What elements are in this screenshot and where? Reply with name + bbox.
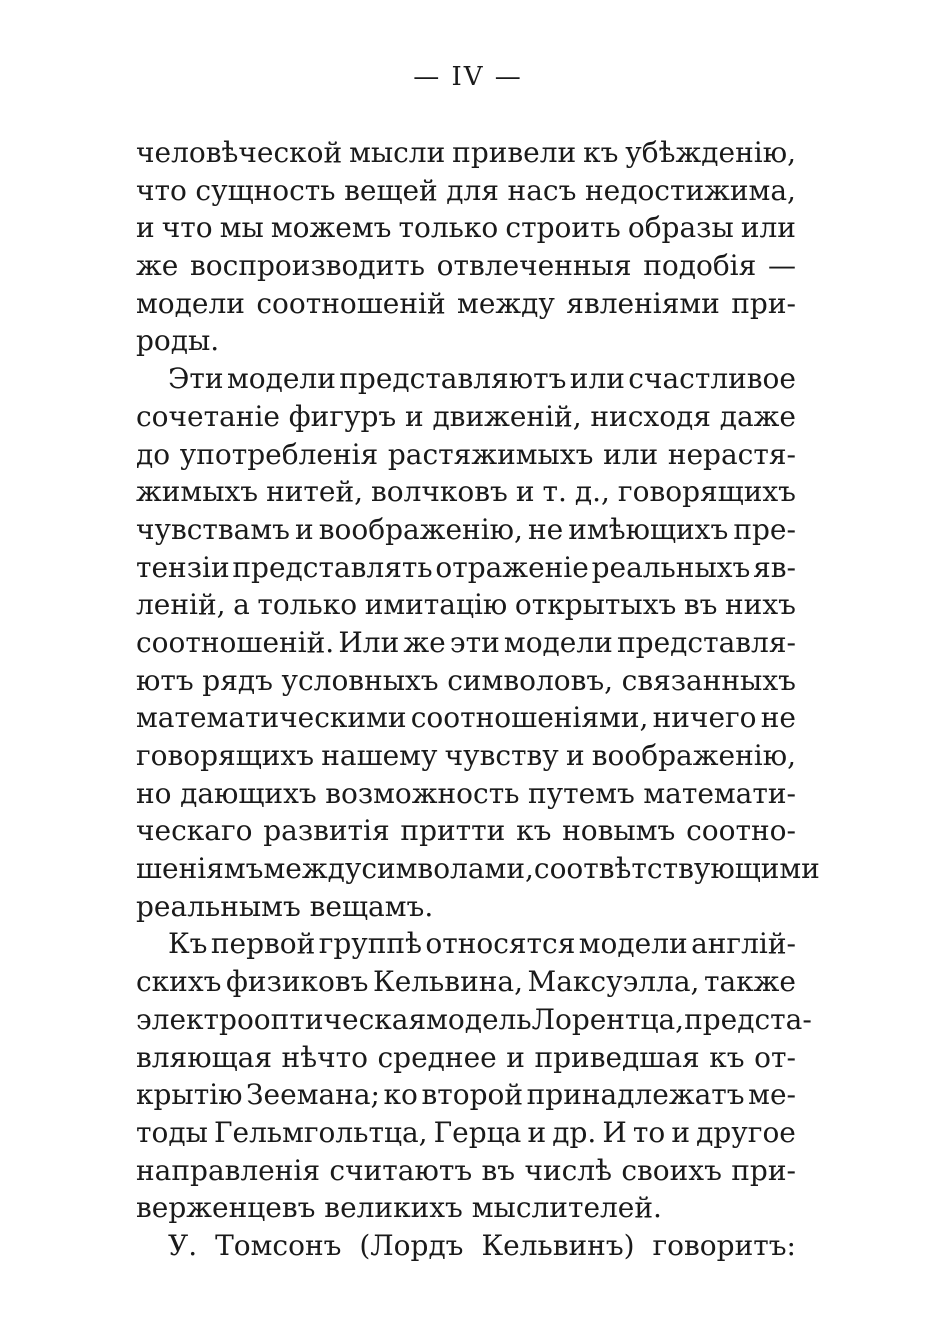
word: Герца [433,1115,522,1149]
word: счастливое [628,362,796,396]
word: связанныхъ [621,663,796,697]
word: нихъ [725,588,796,622]
word: Эти [168,362,224,396]
word: не [760,701,796,735]
word: движеній, [432,399,582,433]
word: ческаго [136,814,253,848]
word: говоритъ: [652,1228,796,1262]
word: нѣчто [281,1040,368,1074]
word: т. [542,475,567,509]
word: дающихъ [180,776,317,810]
text-line [136,699,796,737]
word: (Лордъ [359,1228,464,1262]
word: растяжимыхъ [387,437,594,471]
text-line [136,285,796,323]
text-line [136,549,796,587]
word: шеніямъ [136,852,264,886]
word: или [740,211,796,245]
word: среднее [377,1040,497,1074]
word: мысли [349,136,446,169]
text-line [136,172,796,210]
word: только [398,211,499,245]
text-line [136,247,796,285]
text-line [136,1227,796,1265]
word: отвлеченныя [436,249,632,283]
word: также [703,965,796,999]
text-line: роды. [136,324,220,358]
word: говорящихъ [136,739,315,772]
word: группѣ [318,927,422,961]
text-line [136,624,796,662]
text-line [136,436,796,474]
word: и [671,1115,691,1149]
word: къ [709,1040,745,1074]
word: пре- [733,512,796,546]
word: недостижима, [584,173,796,207]
word: употребленія [179,437,379,471]
word: привели [452,136,577,169]
word: тензіи [136,550,230,584]
word: сочетаніе [136,399,280,433]
text-line [136,963,796,1001]
word: модели [136,286,245,320]
word: убѣжденію, [625,136,796,169]
text-line [136,209,796,247]
word: и [515,475,535,509]
word: Максуэлла, [527,965,700,999]
word: даже [719,399,796,433]
word: къ [516,814,552,848]
word: въ [683,588,718,622]
word: до [136,437,171,471]
word: представляютъ [339,362,567,396]
text-line [136,737,796,775]
word: или [569,362,625,396]
word: математическими [136,701,407,735]
text-line [136,1039,796,1077]
text-line [136,812,796,850]
word: нашему [321,739,438,772]
word: при- [731,286,796,320]
text-line [136,1076,796,1114]
text-line [136,1152,796,1190]
word: рядъ [202,663,273,697]
word: развитія [263,814,390,848]
word: ко [383,1078,418,1112]
word: ютъ [136,663,194,697]
word: соотношеній [256,286,446,320]
word: соотношеній. [136,625,335,659]
word: новымъ [562,814,676,848]
word: говорящихъ [617,475,796,509]
word: а [233,588,250,622]
word: воспроизводить [190,249,425,283]
word: эти [449,625,500,659]
word: имѣющихъ [568,512,729,546]
word: воображенію, [591,739,796,772]
word: модели [503,625,613,659]
text-line [136,473,796,511]
text-line [136,511,796,549]
word: человѣческой [136,136,343,169]
word: подобія [643,249,757,283]
word: къ [583,136,619,169]
word: и [295,512,314,546]
text-line [136,850,820,888]
word: второй [421,1078,524,1112]
word: нерастя- [667,437,796,471]
word: воображенію, [318,512,523,546]
word: от- [754,1040,796,1074]
word: ме- [748,1078,796,1112]
word: и [506,1040,525,1074]
text-line: реальнымъ вещамъ. [136,889,434,923]
word: Къ [168,927,208,961]
text-line [136,1114,796,1152]
word: леній, [136,588,226,622]
word: только [257,588,358,622]
word: вляющая [136,1040,272,1074]
word: представля- [617,625,796,659]
word: соотвѣтствующими [533,852,820,886]
text-line [136,360,796,398]
word: символовъ, [447,663,614,697]
word: чувствамъ [136,512,290,546]
word: нисходя [590,399,711,433]
word: символами, [361,852,534,886]
word: физиковъ [226,965,369,999]
word: считаютъ [329,1153,473,1187]
word: то [632,1115,666,1149]
text-line [136,775,796,813]
word: предста- [684,1002,812,1036]
word: вещей [344,173,438,207]
word: имитацію [364,588,508,622]
word: яв- [753,550,796,584]
word: другое [696,1115,796,1149]
word: образы [627,211,734,245]
text-line [136,1001,812,1039]
word: представлять [232,550,433,584]
word: фигуръ [288,399,397,433]
word: явленіями [566,286,720,320]
word: своихъ [621,1153,722,1187]
word: въ [481,1153,516,1187]
word: и [136,211,155,245]
word: англій- [691,927,796,961]
word: тоды [136,1115,208,1149]
word: между [457,286,555,320]
word: д., [574,475,610,509]
word: Гельмгольтца, [213,1115,428,1149]
word: Лорентца, [531,1002,685,1036]
word: модель [426,1002,532,1036]
word: модели [578,927,688,961]
text-line [136,586,796,624]
word: жимыхъ [136,475,259,509]
word: же [136,249,179,283]
word: и [405,399,424,433]
word: условныхъ [281,663,439,697]
word: реальныхъ [591,550,751,584]
word: же [403,625,446,659]
word: др. [552,1115,597,1149]
text-line [136,662,796,700]
word: приведшая [534,1040,700,1074]
text-line [136,398,796,436]
word: — [768,249,796,283]
word: притти [400,814,506,848]
word: сущность [195,173,336,207]
word: направленія [136,1153,321,1187]
word: открытыхъ [514,588,677,622]
word: Или [338,625,400,659]
body-text [136,134,820,1265]
text-line: верженцевъ великихъ мыслителей. [136,1191,662,1225]
word: электрооптическая [136,1002,427,1036]
word: мы [219,211,264,245]
word: для [446,173,499,207]
word: математи- [643,776,796,810]
word: путемъ [528,776,635,810]
word: между [263,852,362,886]
word: У. [168,1228,198,1262]
word: но [136,776,172,810]
word: ничего [652,701,757,735]
word: что [136,173,187,207]
word: нитей, [266,475,364,509]
word: строить [505,211,621,245]
word: отраженіе [435,550,589,584]
word: Кельвина, [373,965,523,999]
word: можемъ [270,211,392,245]
word: и [527,1115,547,1149]
word: относятся [425,927,576,961]
word: крытію [136,1078,243,1112]
word: скихъ [136,965,222,999]
word: И [602,1115,627,1149]
word: или [603,437,659,471]
word: соотношеніями, [410,701,649,735]
word: что [161,211,213,245]
word: Кельвинъ) [481,1228,635,1262]
word: чувству [444,739,559,772]
word: волчковъ [371,475,508,509]
word: принадлежатъ [526,1078,745,1112]
word: соотно- [686,814,796,848]
word: Зеемана; [246,1078,380,1112]
text-line [136,925,796,963]
word: первой [210,927,316,961]
word: не [527,512,564,546]
word: при- [731,1153,796,1187]
word: и [565,739,585,772]
word: насъ [507,173,577,207]
word: модели [226,362,336,396]
word: числѣ [524,1153,612,1187]
word: Томсонъ [215,1228,342,1262]
page-number: — IV — [413,62,523,92]
text-line [136,134,796,172]
word: возможность [325,776,520,810]
